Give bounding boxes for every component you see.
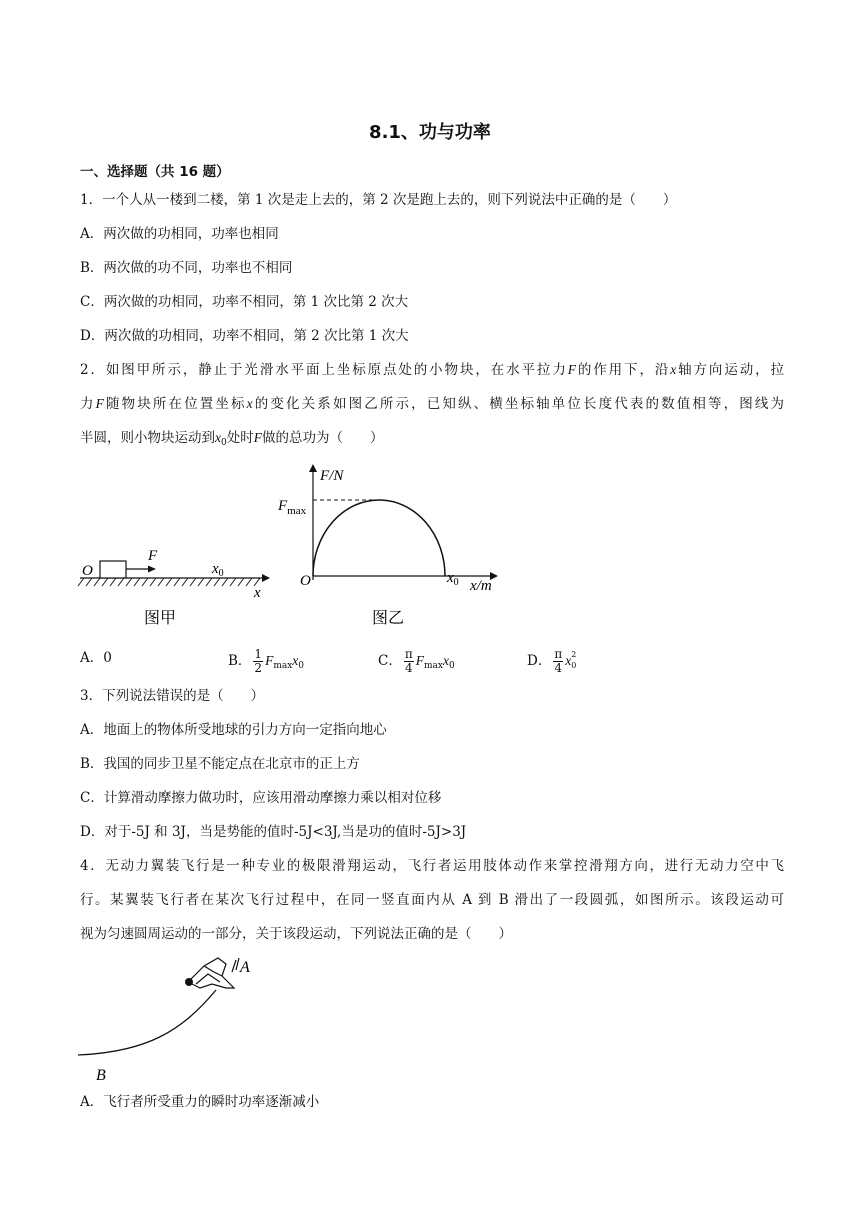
- arc-path: [78, 990, 216, 1055]
- q2-option-c: C． $\frac{\pi}{4}$ $F_{max}x_0$: [378, 647, 455, 675]
- force-arrow: [148, 566, 156, 573]
- point-a-dot: [185, 978, 193, 986]
- block: [100, 561, 126, 578]
- q1-option-d: D．两次做的功相同，功率不相同，第 2 次比第 1 次大: [80, 328, 409, 344]
- q1-stem: 1．一个人从一楼到二楼，第 1 次是走上去的，第 2 次是跑上去的，则下列说法中正确的是（ ）: [80, 192, 677, 208]
- x0-label: $x_0$: [447, 570, 459, 588]
- q3-option-d: D．对于-5J 和 3J，当是势能的值时-5J<3J,当是功的值时-5J>3J: [80, 824, 467, 840]
- q3-option-c: C．计算滑动摩擦力做功时，应该用滑动摩擦力乘以相对位移: [80, 790, 442, 806]
- q2-stem-line1: 2．如图甲所示，静止于光滑水平面上坐标原点处的小物块，在水平拉力F的作用下，沿x轴方向运动，拉: [80, 362, 784, 378]
- q2-option-a: A．0: [80, 650, 112, 666]
- fmax-label: $F_{max}$: [278, 498, 307, 517]
- force-label: F: [148, 548, 158, 564]
- q2-stem-line3: 半圆，则小物块运动到$x_0$处时F做的总功为（ ）: [80, 430, 384, 448]
- x0-label: $x_0$: [212, 561, 224, 579]
- x-axis-label: x/m: [470, 578, 492, 594]
- section-heading: 一、选择题（共 16 题）: [80, 164, 230, 180]
- semicircle-curve: [313, 500, 445, 576]
- q1-option-a: A．两次做的功相同，功率也相同: [80, 226, 279, 242]
- q4-option-a: A．飞行者所受重力的瞬时功率逐渐减小: [80, 1094, 320, 1110]
- q3-option-b: B．我国的同步卫星不能定点在北京市的正上方: [80, 756, 360, 772]
- figure-caption-jia: 图甲: [144, 610, 177, 627]
- q2-option-d: D． $\frac{\pi}{4}$ x 2 0: [527, 647, 577, 675]
- y-axis-label: F/N: [320, 468, 344, 484]
- q1-option-b: B．两次做的功不同，功率也不相同: [80, 260, 293, 276]
- q3-stem: 3．下列说法错误的是（ ）: [80, 688, 265, 704]
- q2-option-b: B． $\frac{1}{2}$ $F_{max}x_0$: [228, 647, 305, 675]
- label-b: B: [96, 1067, 106, 1084]
- figure-caption-yi: 图乙: [372, 610, 405, 627]
- figure-yi: [276, 462, 506, 632]
- q1-option-c: C．两次做的功相同，功率不相同，第 1 次比第 2 次大: [80, 294, 409, 310]
- origin-label: O: [82, 563, 93, 579]
- q2-stem-line2: 力F随物块所在位置坐标x的变化关系如图乙所示，已知纵、横坐标轴单位长度代表的数值相等，图线为: [80, 396, 785, 412]
- q4-stem-line1: 4．无动力翼装飞行是一种专业的极限滑翔运动，飞行者运用肢体动作来掌控滑翔方向，进行无动力空中飞: [80, 858, 784, 874]
- label-a: A: [240, 959, 250, 976]
- figure-jia: [76, 540, 276, 632]
- figure-wingsuit-arc: [76, 952, 276, 1084]
- wingsuit-flyer-icon: [188, 958, 239, 988]
- q4-stem-line3: 视为匀速圆周运动的一部分，关于该段运动，下列说法正确的是（ ）: [80, 926, 512, 942]
- x-axis-label: x: [254, 585, 261, 601]
- q3-option-a: A．地面上的物体所受地球的引力方向一定指向地心: [80, 722, 387, 738]
- page-title: 8.1、功与功率: [369, 122, 491, 143]
- origin-label: O: [300, 573, 311, 589]
- q4-stem-line2: 行。某翼装飞行者在某次飞行过程中，在同一竖直面内从 A 到 B 滑出了一段圆弧，如图所示。该段运动可: [80, 892, 784, 908]
